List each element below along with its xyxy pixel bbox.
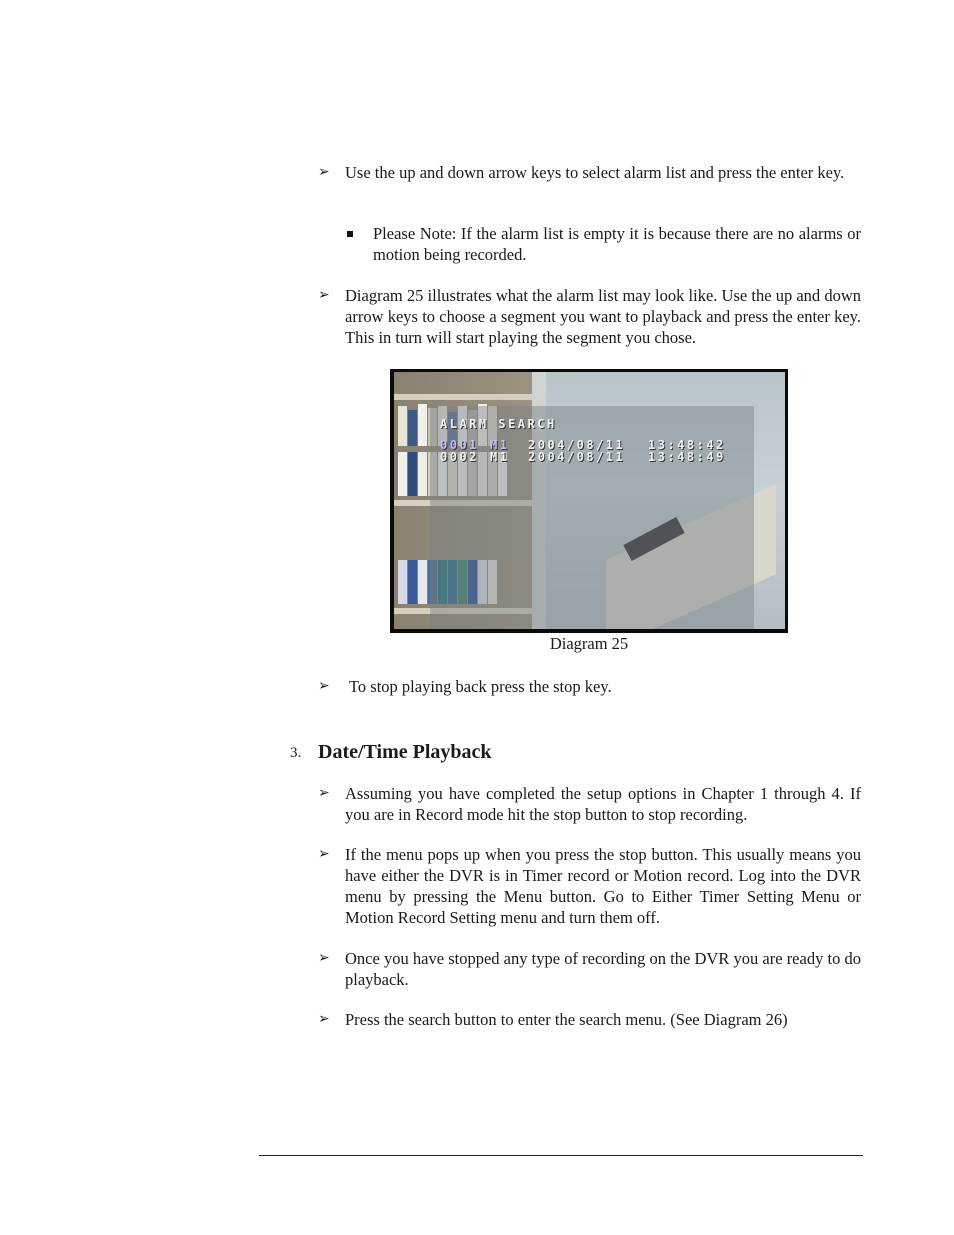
arrow-bullet-icon: ➢: [318, 950, 330, 966]
section-item: Once you have stopped any type of recording on the DVR you are ready to do playback.: [345, 949, 861, 989]
arrow-bullet-icon: ➢: [318, 785, 330, 801]
section-title: Date/Time Playback: [318, 741, 492, 763]
osd-title: ALARM SEARCH: [440, 417, 557, 431]
note-text: Please Note: If the alarm list is empty it is because there are no alarms or motion being recorded.: [373, 224, 861, 264]
footer-rule: [259, 1155, 863, 1156]
diagram-step: Diagram 25 illustrates what the alarm list may look like. Use the up and down arrow keys to choose a segment you want to playback and press the enter key. This in turn will start playing the segment you chose.: [345, 286, 861, 347]
arrow-bullet-icon: ➢: [318, 678, 330, 694]
section-item: Assuming you have completed the setup options in Chapter 1 through 4. If you are in Record mode hit the stop button to stop recording.: [345, 784, 861, 824]
section-number: 3.: [290, 745, 302, 761]
figure-caption: Diagram 25: [549, 634, 629, 653]
section-item: Press the search button to enter the search menu. (See Diagram 26): [345, 1010, 788, 1029]
diagram-25-image: [390, 369, 788, 633]
alarm-list-step: Use the up and down arrow keys to select alarm list and press the enter key.: [345, 163, 845, 182]
arrow-bullet-icon: ➢: [318, 1011, 330, 1027]
section-item: If the menu pops up when you press the stop button. This usually means you have either the DVR is in Timer record or Motion record. Log into the DVR menu by pressing the Menu button. Go to Either Timer Setting Menu or Motion Record Setting menu and turn them off.: [345, 845, 861, 927]
arrow-bullet-icon: ➢: [318, 287, 330, 303]
arrow-bullet-icon: ➢: [318, 846, 330, 862]
square-bullet-icon: [347, 231, 353, 237]
arrow-bullet-icon: ➢: [318, 164, 330, 180]
alarm-search-osd: ALARM SEARCH 0001 M1 2004/08/11 13:48:42 0002 M1 2004/08/11 13:48:49: [430, 406, 754, 629]
stop-step: To stop playing back press the stop key.: [349, 677, 612, 696]
